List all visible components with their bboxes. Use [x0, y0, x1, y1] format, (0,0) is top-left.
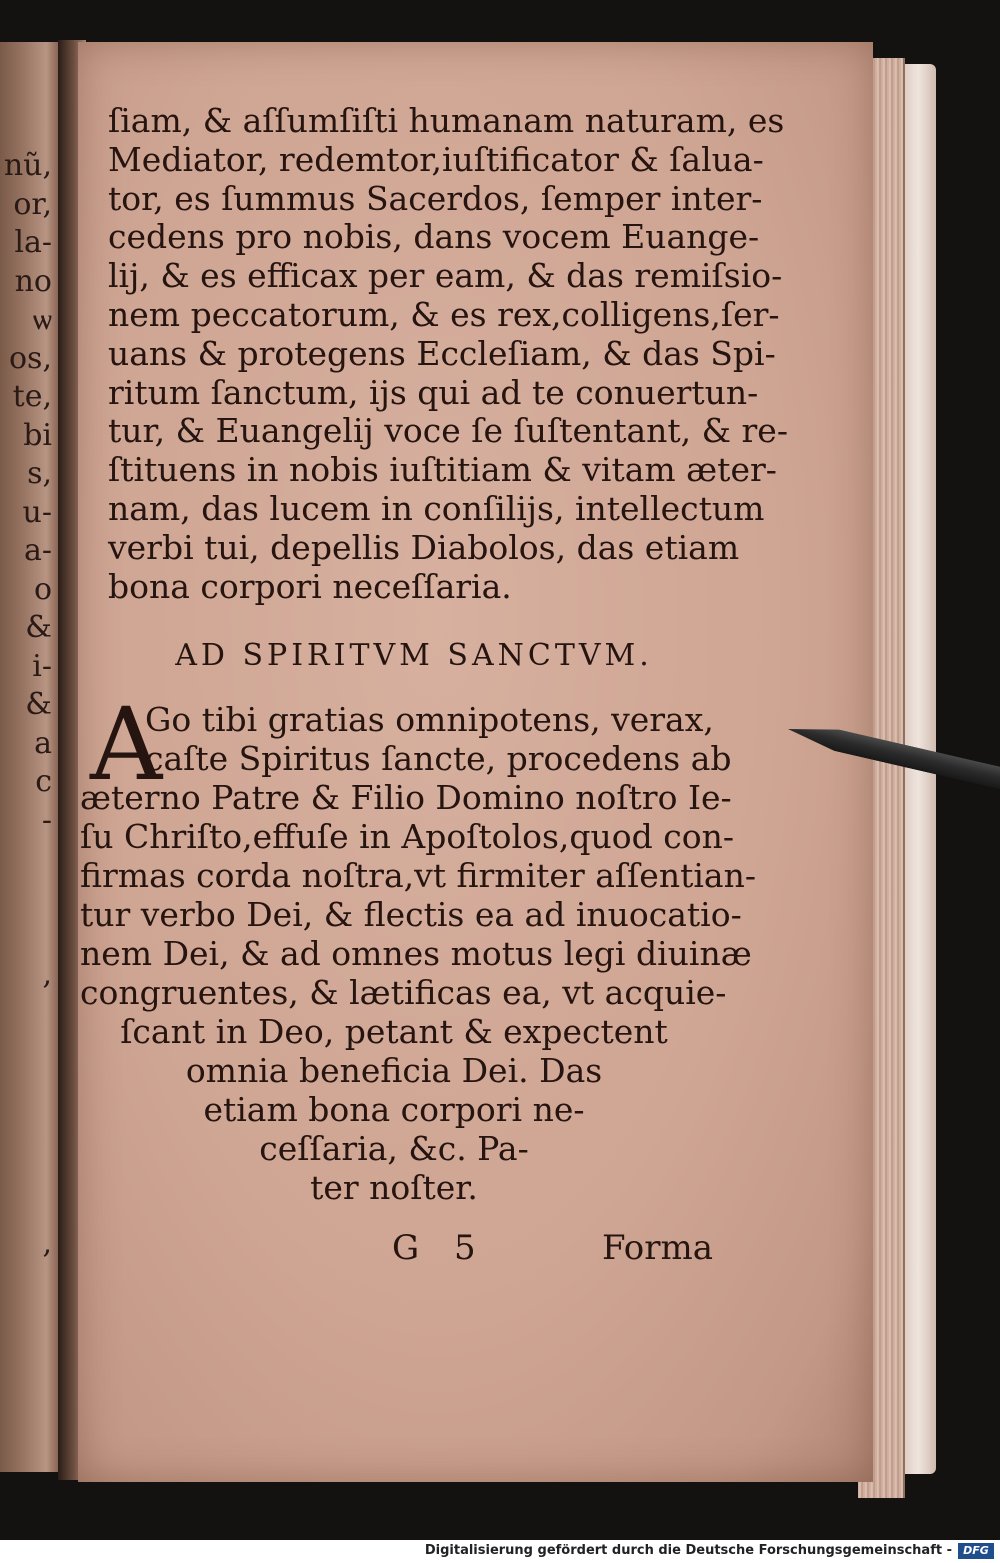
body-line: ritum ſanctum, ijs qui ad te conuertun- — [108, 372, 759, 412]
left-page-fragment: s, — [27, 456, 52, 491]
left-page-fragment: - — [41, 802, 52, 838]
left-page-fragment: u- — [22, 494, 52, 530]
left-page-fragment: te, — [12, 379, 52, 414]
left-page-fragment: & — [25, 610, 52, 645]
prayer-line: ceſſaria, &c. Pa- — [259, 1129, 529, 1168]
prayer-line: ſcant in Deo, petant & expectent — [120, 1012, 668, 1051]
footer-credit: Digitalisierung gefördert durch die Deutsche Forschungsgemeinschaft - — [424, 1543, 952, 1558]
body-line: cedens pro nobis, dans vocem Euange- — [108, 217, 760, 257]
left-page-fragment: a- — [23, 533, 52, 568]
left-page-fragment: os, — [9, 340, 52, 376]
left-page-fragment: a — [34, 725, 52, 761]
left-page-fragment: ѡ — [33, 302, 52, 337]
left-page-fragment: nũ, — [3, 148, 52, 183]
signature-mark: G 5 — [392, 1228, 488, 1268]
prayer-line: ſu Chriſto,effuſe in Apoſtolos,quod con- — [80, 817, 735, 856]
body-line: lij, & es efficax per eam, & das remiſsio- — [108, 256, 783, 296]
body-line: verbi tui, depellis Diabolos, das etiam — [108, 527, 740, 567]
left-page-fragment: or, — [13, 186, 52, 222]
body-line: bona corpori neceſſaria. — [108, 566, 512, 606]
body-line: uans & protegens Eccleſiam, & das Spi- — [108, 333, 776, 373]
prayer-line: ter noſter. — [310, 1168, 478, 1207]
prayer-line: omnia beneficia Dei. Das — [185, 1051, 603, 1090]
section-heading: AD SPIRITVM SANCTVM. — [175, 638, 653, 673]
catchword: Forma — [602, 1228, 713, 1268]
body-text — [108, 101, 788, 606]
left-page-fragment: , — [42, 1226, 52, 1261]
left-page-fragment: c — [35, 764, 52, 799]
prayer-line: etiam bona corpori ne- — [203, 1090, 585, 1129]
body-line: ſtituens in nobis iuſtitiam & vitam æter- — [108, 450, 777, 490]
left-page-fragment: bi — [23, 417, 52, 453]
body-line: tor, es ſummus Sacerdos, ſemper inter- — [108, 178, 763, 218]
prayer-line: firmas corda noſtra,vt firmiter aſſentian- — [80, 856, 756, 895]
prayer-line: Go tibi gratias omnipotens, verax, — [145, 700, 714, 739]
left-page-fragment: i- — [32, 648, 52, 684]
body-line: nem peccatorum, & es rex,colligens,ſer- — [108, 294, 780, 334]
body-line: nam, das lucem in conſilijs, intellectum — [108, 488, 765, 528]
left-page-fragment: & — [25, 687, 52, 722]
prayer-line: æterno Patre & Filio Domino noſtro Ie- — [80, 778, 732, 817]
prayer-line: tur verbo Dei, & flectis ea ad inuocatio- — [80, 895, 742, 934]
left-page-fragment: , — [42, 956, 52, 992]
prayer-text — [80, 700, 756, 1207]
left-page-fragment: no — [14, 263, 52, 299]
body-line: Mediator, redemtor,iuſtificator & ſalua- — [108, 139, 764, 179]
body-line: ſiam, & aſſumſiſti humanam naturam, es — [108, 101, 785, 140]
prayer-line: congruentes, & lætificas ea, vt acquie- — [80, 973, 727, 1012]
left-page-fragment: la- — [14, 225, 52, 260]
drop-cap-initial: A — [90, 686, 163, 803]
prayer-line: caſte Spiritus ſancte, procedens ab — [145, 739, 732, 778]
dfg-logo: DFG — [958, 1543, 994, 1559]
left-page-fragment: o — [33, 571, 52, 607]
prayer-line: nem Dei, & ad omnes motus legi diuinæ — [80, 934, 752, 973]
body-line: tur, & Euangelij voce ſe ſuſtentant, & re- — [108, 411, 788, 451]
